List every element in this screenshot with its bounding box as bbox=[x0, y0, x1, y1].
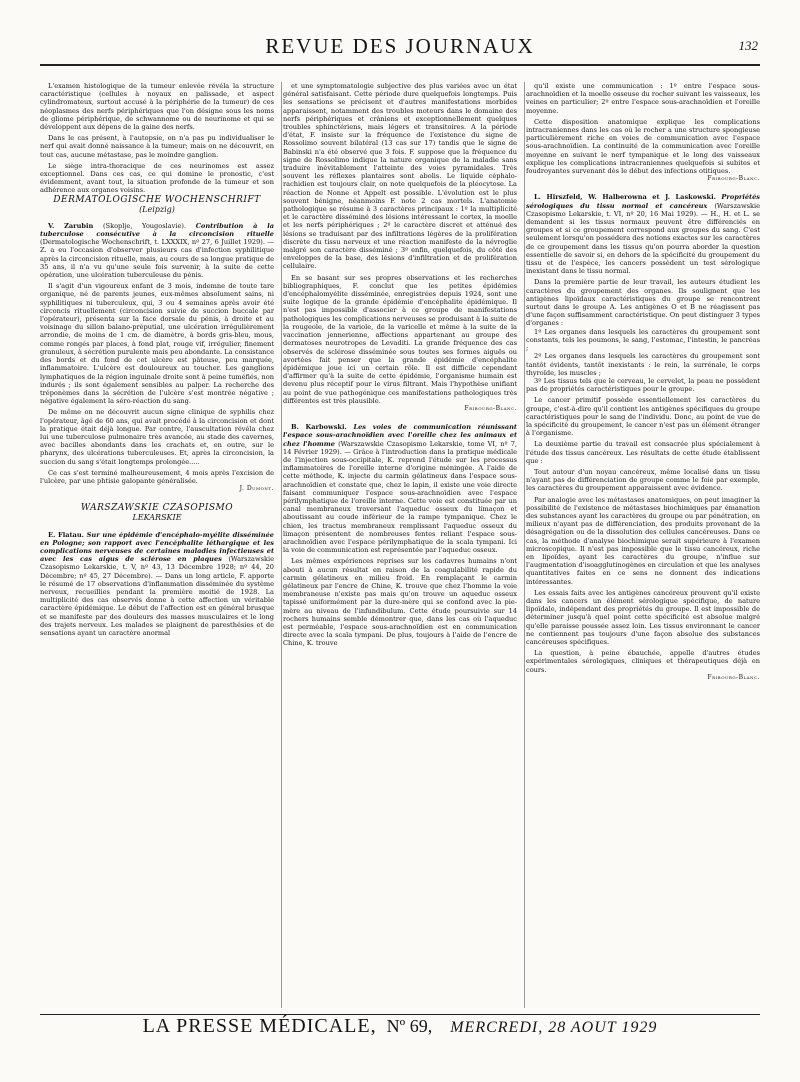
journal-title: WARSZAWSKIE CZASOPISMO bbox=[80, 503, 234, 514]
article-heading bbox=[40, 531, 274, 638]
paragraph: Ce cas s'est terminé malheureusement, 4 mois après l'excision de l'ulcère, par une phtisie galopante généralisée. bbox=[40, 468, 274, 485]
signature: Fribourg-Blanc. bbox=[707, 175, 760, 183]
article-columns bbox=[40, 82, 760, 1008]
paragraph: Les mêmes expériences reprises sur les cadavres humains n'ont abouti à aucun résultat en raison de la coagulabilité rapide du carmin gélatineux en milieu froid. En remplaçant le carmin gélatineux par l'encre de Chine, K. trouve que chez l'homme la voie membraneuse n'existe pas mais qu'on trouve un aqueduc osseux tapissé uniformément par la dure-mère qui se confond avec la pie-mère au niveau de l'infundibulum. Cette étude poursuivie sur 14 rochers humains semble démontrer que, dans les cas où l'aqueduc est perméable, l'espace sous-arachnoïdien est en communication directe avec la scala tympani. De plus, toujours à l'aide de l'encre de Chine, K. trouve bbox=[283, 557, 517, 648]
article-author: L. Hirszfeld, W. Halberowna et J. Laskowski. bbox=[534, 193, 716, 202]
page-footer bbox=[40, 1014, 760, 1045]
paragraph: Par analogie avec les métastases anatomiques, on peut imaginer la possibilité de l'existence de métastases biochimiques par émanation des substances ayant les caractères du groupe ou par pénétration, en milieux n'ayant pas de différenciation, des produits provenant de la désagrégation ou de la dissolution des cellules cancéreuses. Dans ce cas, la méthode d'analyse biochimique serait supérieure à l'examen microscopique. Il n'est pas impossible que le tissu cancéreux, riche en lipoïdes, ayant les caractères du groupe, n'influe sur l'augmentation d'isoagglutinogènes en circulation et que les analyses quantitatives faites en ce sens ne donnent des indications intéressantes. bbox=[526, 495, 760, 586]
article-reference: (Warszawskie Czasopismo Lekarskie, t. VI, nº 20, 16 Mai 1929). — H., H. et L. se demandent si les tissus normaux peuvent être différenciés en groupes et si ce groupement correspond aux groupes du sang. C'est seulement lorsqu'on possédera des notions exactes sur les caractères de ce groupement dans les tissus qu'on pourra aborder la question essentielle de savoir si, en dehors de la spécificité du groupement du tissu et de l'espèce, les cancers possèdent un test sérologique inexistant dans le tissu normal. bbox=[526, 201, 760, 276]
paragraph: 3º Les tissus tels que le cerveau, le cervelet, la peau ne possèdent pas de propriétés caractéristiques pour le groupe. bbox=[526, 376, 760, 394]
issue-number: Nº 69, bbox=[386, 1016, 433, 1036]
paragraph: Dans le cas présent, à l'autopsie, on n'a pas pu individualiser le nerf qui avait donné naissance à la tumeur; mais on ne découvrit, en tout cas, aucune métastase, pas le moindre ganglion. bbox=[40, 134, 274, 159]
article-heading bbox=[283, 423, 517, 554]
paragraph: Le cancer primitif possède essentiellement les caractères du groupe, c'est-à-dire qu'il contient les antigènes spécifiques du groupe caractéristiques pour le sang de l'individu. Donc, au point de vue de la spécificité du groupement, le cancer n'est pas un élément étranger à l'organisme. bbox=[526, 396, 760, 438]
paragraph: Dans la première partie de leur travail, les auteurs étudient les caractères du groupement des organes. Ils soulignent que les antigènes lipoïdaux caractéristiques du groupe se rencontrent surtout dans le groupe A. Les antigènes O et B ne réagissent pas d'une façon suffisamment caractéristique. On peut distinguer 3 types d'organes : bbox=[526, 278, 760, 328]
column-divider bbox=[281, 82, 282, 1008]
signature: Fribourg-Blanc. bbox=[464, 404, 517, 412]
author-location: (Skoplje, Yougoslavie). bbox=[93, 221, 196, 230]
article-title: Les voies de communication réunissant l'espace sous-arachnoïdien avec l'oreille chez les animaux et chez l'homme bbox=[283, 423, 517, 448]
signature: J. Dumont. bbox=[239, 485, 274, 493]
journal-title: DERMATOLOGISCHE WOCHENSCHRIFT bbox=[53, 194, 261, 205]
article-reference: (Dermatologische Wochenschrift, t. LXXXIX, nº 27, 6 Juillet 1929). — Z. a eu l'occasion d'observer plusieurs cas d'infection syphilitique après la circoncision rituelle, mais, au cours de sa longue pratique de 35 ans, il n'a vu qu'une seule fois survenir, à la suite de cette opération, une ulcération tuberculeuse du pénis. bbox=[40, 238, 274, 280]
paragraph: En se basant sur ses propres observations et les recherches bibliographiques, F. conclut que les petites épidémies d'encéphalomyélite disséminée, enregistrées depuis 1924, sont une suite logique de la grande épidémie d'encéphalite épidémique. Il n'est pas impossible d'associer à ce groupe de manifestations pathologiques les complications nerveuses se produisant à la suite de la rougeole, de la variole, de la varicelle et même à la suite de la vaccination jennerienne, affections appartenant au groupe des dermatoses neurotropes de Levaditi. La grande fréquence des cas observés de sclérose disséminée sous toutes ses formes aiguës ou avortées fait penser que la grande épidémie d'encéphalite épidémique joue ici un certain rôle. Il est difficile cependant d'affirmer qu'à la suite de cette épidémie, l'organisme humain est devenu plus réceptif pour le virus filtrant. Mais l'hypothèse unifiant au point de vue pathogénique ces manifestations pathologiques très différentes est très plausible. bbox=[283, 273, 517, 405]
column-divider bbox=[524, 82, 525, 1008]
running-title: REVUE DES JOURNAUX bbox=[265, 34, 535, 58]
page-header bbox=[40, 34, 760, 66]
article-title: Sur une épidémie d'encéphalo-myélite disséminée en Pologne; son rapport avec l'encéphalite léthargique et les complications nerveuses de certaines maladies infectieuses et avec les cas aigus de sclérose en plaques bbox=[40, 530, 274, 564]
column-1 bbox=[40, 82, 274, 1008]
signature: Fribourg-Blanc. bbox=[707, 673, 760, 681]
paragraph: qu'il existe une communication : 1º entre l'espace sous-arachnoïdien et la moelle osseuse du rocher suivant les vaisseaux, les veines en particulier; 2º entre l'espace sous-arachnoïdien et l'oreille moyenne. bbox=[526, 82, 760, 115]
paragraph: Les essais faits avec les antigènes cancéreux prouvent qu'il existe dans les cancers un élément sérologique spécifique, de nature lipoïdale, indépendant des propriétés du groupe. Il est impossible de déterminer jusqu'à quel point cette spécificité est absolue malgré qu'elle paraisse poussée assez loin. Les tissus environnant le cancer ne contiennent pas toujours d'une façon absolue des substances cancéreuses spécifiques. bbox=[526, 588, 760, 646]
paragraph: 2º Les organes dans lesquels les caractères du groupement sont tantôt évidents, tantôt inexistants : le rein, la surrénale, le corps thyroïde, les muscles ; bbox=[526, 352, 760, 377]
paragraph: Cette disposition anatomique explique les complications intracraniennes dans les cas où le rocher a une structure spongieuse particulièrement riche en voies de communication avec l'espace sous-arachnoïdien. La continuité de la communication avec l'oreille moyenne en suivant le nerf tympanique et le long des vaisseaux explique les complications intracraniennes quelquefois si subites et foudroyantes survenant dès le début des infections otitiques. bbox=[526, 117, 760, 176]
article-author: E. Flatau. bbox=[48, 530, 84, 539]
paragraph: La deuxième partie du travail est consacrée plus spécialement à l'étude des tissus cancéreux. Les résultats de cette étude établissent que : bbox=[526, 440, 760, 465]
paragraph: Il s'agit d'un vigoureux enfant de 3 mois, indemne de toute tare organique, né de parents jeunes, eux-mêmes absolument sains, ni syphilitiques ni tuberculeux, qui, 3 ou 4 semaines après avoir été circoncis rituellement (circoncision suivie de succion buccale par l'opérateur), présenta sur la face dorsale du pénis, à droite et au voisinage du sillon balano-préputial, une ulcération irrégulièrement arrondie, de moins de 1 cm. de diamètre, à bords gris-bleu, mous, comme rongés par places, à fond plat, rouge vif, irrégulier, finement granuleux, à sécrétion purulente mais peu abondante. La consistance des bords et du fond de cet ulcère est pâteuse, peu marquée, inflammatoire. L'ulcère est douloureux au toucher. Les ganglions lymphatiques de la région inguinale droite sont à peine tuméfiés, non indurés ; ils sont également sensibles au palper. La recherche des tréponèmes dans la sécrétion de l'ulcère s'est montrée négative ; négative également la séro-réaction du sang. bbox=[40, 282, 274, 406]
column-3 bbox=[526, 82, 760, 1008]
article-heading bbox=[40, 222, 274, 279]
paragraph: Le siège intra-thoracique de ces neurinomes est assez exceptionnel. Dans ces cas, ce qui domine le pronostic, c'est évidemment, avant tout, la situation profonde de la tumeur et son adhérence aux organes voisins. bbox=[40, 161, 274, 195]
paragraph: Tout autour d'un noyau cancéreux, même localisé dans un tissu n'ayant pas de différenciation de groupe comme le foie par exemple, les caractères du groupement apparaissent avec évidence. bbox=[526, 467, 760, 493]
paragraph: De même on ne découvrit aucun signe clinique de syphilis chez l'opérateur, âgé de 60 ans, qui avait procédé à la circoncision et dont la pratique était déjà longue. Par contre, l'auscultation révéla chez lui une tuberculose pulmonaire très avancée, au stade des cavernes, avec bacilles abondants dans les crachats et, en outre, sur le pharynx, des ulcérations tuberculeuses. Et, après la circoncision, la succion du sang s'était longtemps prolongée..... bbox=[40, 408, 274, 466]
paragraph: L'examen histologique de la tumeur enlevée révéla la structure caractéristique (cellules à noyaux en palissade, et aspect cylindromateux, surtout accusé à la périphérie de la tumeur) de ces néoplasmes des nerfs périphériques que l'on désigne sous les noms de gliome périphérique, de schwannome ou de neurinome et qui se développent aux dépens de la gaine des nerfs. bbox=[40, 82, 274, 132]
paragraph: et une symptomatologie subjective des plus variées avec un état général satisfaisant. Cette période dure quelquefois longtemps. Puis les sensations se précisent et d'autres manifestations morbides apparaissent, notamment des troubles moteurs dans le domaine des nerfs périphériques et crâniens et exceptionnellement quelques troubles sphinctériens, mais légers et transitoires. A la période d'état, F. insiste sur la fréquence de l'existence du signe de Rossolimo souvent bilatéral (13 cas sur 17) tandis que le signe de Babinski n'a été observé que 3 fois. F. suppose que la fréquence du signe de Rossolimo indique la nature organique de la maladie sans traduire inévitablement l'atteinte des voies pyramidales. Très souvent les réflexes plantaires sont abolis. Le liquide céphalo-rachidien est toujours clair, on note quelquefois de la pléocytose. La réaction de Nonne et Appelt est possible. L'évolution est le plus souvent bénigne, néanmoins F. note 2 cas mortels. L'anatomie pathologique se résume à 3 caractères principaux : 1º la multiplicité et le caractère disséminé des lésions intéressant le cortex, la moelle et les nerfs périphériques ; 2º le caractère discret et atténué des lésions se traduisant par des infiltrations légères de la prolifération discrète du tissu nerveux et une réaction manifeste de la névroglie malgré son caractère disséminé ; 3º enfin, quelquefois, du côté des enveloppes de la base, des lésions d'infiltration et de prolifération cellulaire. bbox=[283, 82, 517, 271]
article-heading bbox=[526, 193, 760, 275]
issue-date: MERCREDI, 28 AOUT 1929 bbox=[450, 1019, 658, 1036]
page-number: 132 bbox=[738, 38, 758, 53]
paragraph: La question, à peine ébauchée, appelle d'autres études expérimentales sérologiques, cliniques et thérapeutiques déjà en cours. bbox=[526, 649, 760, 674]
article-reference: (Warszawskie Czasopismo Lekarskie, tome VI, nº 7, 14 Février 1929). — Grâce à l'introduction dans la pratique médicale de l'injection sous-occipitale, K. reprend l'étude sur les processus inflammatoires de l'oreille interne d'origine méningée. A l'aide de cette méthode, K. injecte du carmin gélatineux dans l'espace sous-arachnoïdien et constate que, chez le lapin, il existe une voie directe faisant communiquer l'espace sous-arachnoïdien avec l'espace périlymphatique de l'oreille interne. Cette voie est constituée par un canal membraneux traversant l'aqueduc osseux du limaçon et aboutissant au coude inférieur de la rampe tympanique. Chez le chien, les tractus membraneux remplissant l'aqueduc osseux du limaçon présentent de nombreuses fentes reliant l'espace sous-arachnoïdien avec l'espace périlymphatique de la scala tympani. Ici la voie de communication est représentée par l'aqueduc osseux. bbox=[283, 439, 517, 555]
column-2 bbox=[283, 82, 517, 1008]
journal-subtitle: LEKARSKIE bbox=[132, 513, 182, 523]
article-reference: (Warszawskie Czasopismo Lekarskie, t. V, nº 43, 13 Décembre 1928; nº 44, 20 Décembre; nº 45, 27 Décembre). — Dans un long article, F. apporte le résumé de 17 observations d'inflammation disséminée du système nerveux, recueillies pendant la première moitié de 1928. La multiplicité des cas observés donne à cette affection un véritable caractère épidémique. Le début de l'affection est en général brusque et se manifeste par des douleurs des masses musculaires et le long des trajets nerveux. Les malades se plaignent de paresthésies et de sensations ayant un caractère anormal bbox=[40, 555, 274, 637]
paragraph: 1º Les organes dans lesquels les caractères du groupement sont constants, tels les poumons, le sang, l'estomac, l'intestin, le pancréas ; bbox=[526, 327, 760, 353]
journal-subtitle: (Leipzig) bbox=[139, 204, 175, 214]
article-author: V. Zarubin bbox=[48, 221, 94, 230]
publication-name: LA PRESSE MÉDICALE, bbox=[142, 1015, 377, 1037]
article-author: B. Karbowski. bbox=[291, 423, 347, 432]
article-title: Propriétés sérologiques du tissu normal et cancéreux bbox=[526, 193, 760, 210]
article-title: Contribution à la tuberculose consécutive à la circoncision rituelle bbox=[40, 221, 274, 239]
